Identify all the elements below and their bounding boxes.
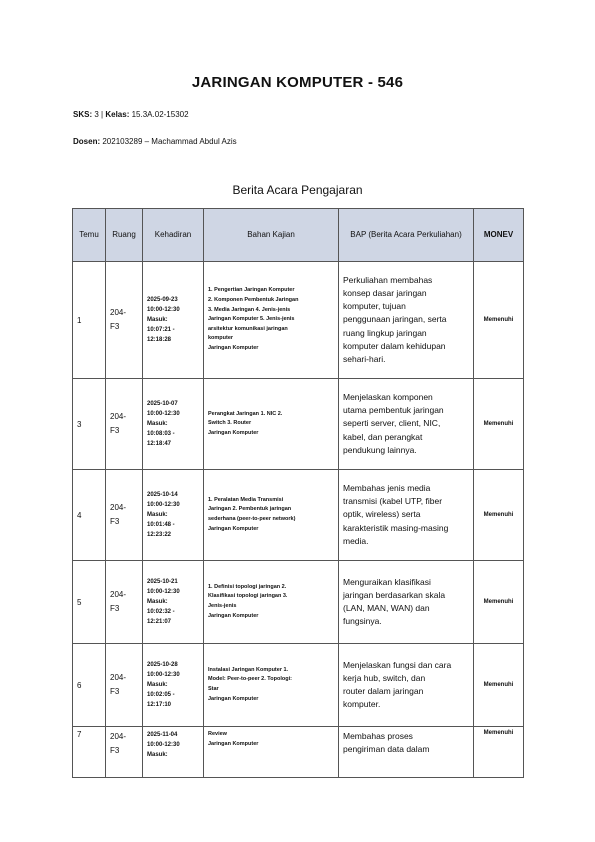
dosen-value: 202103289 – Machammad Abdul Azis [102, 137, 237, 146]
bahan-line: Model: Peer-to-peer 2. Topologi: [208, 676, 292, 683]
kehadiran-line: 10:00-12:30 [147, 742, 180, 749]
bap-line: Perkuliahan membahas [343, 274, 433, 285]
table-row [73, 644, 524, 727]
cell-ruang [106, 644, 143, 727]
cell-temu: 7 [73, 727, 106, 778]
bap-line: komputer, tujuan [343, 301, 406, 312]
kehadiran-line: Masuk: [147, 316, 168, 323]
table-row [73, 470, 524, 561]
cell-bap [339, 262, 474, 379]
ruang-line: F3 [110, 604, 120, 613]
teaching-report-table [72, 208, 524, 778]
ruang-line: 204- [110, 411, 127, 421]
course-meta-line [73, 110, 189, 119]
ruang-line: 204- [110, 502, 127, 512]
kehadiran-line: Masuk: [147, 681, 168, 688]
cell-bahan-kajian [204, 470, 339, 561]
kehadiran-line: 10:00-12:30 [147, 501, 180, 508]
lecturer-meta-line [73, 137, 237, 146]
dosen-label: Dosen: [73, 137, 101, 146]
bahan-line: Jaringan Komputer [208, 429, 259, 436]
bap-line: pengiriman data dalam [343, 744, 430, 755]
header-kehadiran: Kehadiran [143, 209, 204, 262]
bap-line: router dalam jaringan [343, 686, 424, 696]
bap-line: penggunaan jaringan, serta [343, 314, 447, 325]
table-row [73, 727, 524, 778]
cell-ruang [106, 727, 143, 778]
bap-line: Menguraikan klasifikasi [343, 576, 431, 587]
cell-bap [339, 470, 474, 561]
bahan-line: Jaringan Komputer [208, 525, 259, 532]
bap-line: komputer. [343, 699, 381, 710]
kehadiran-line: 10:02:05 - [147, 692, 175, 699]
bahan-line: komputer [208, 335, 234, 342]
kehadiran-line: 10:08:03 - [147, 431, 175, 438]
bahan-line: Jaringan Komputer [208, 612, 259, 619]
cell-ruang [106, 561, 143, 644]
cell-kehadiran [143, 727, 204, 778]
ruang-line: 204- [110, 307, 127, 317]
ruang-line: F3 [110, 322, 120, 331]
bahan-line: 1. Pengertian Jaringan Komputer [208, 287, 295, 294]
bahan-line: Review [208, 731, 227, 737]
bap-line: jaringan berdasarkan skala [343, 589, 446, 600]
bap-line: transmisi (kabel UTP, fiber [343, 496, 443, 507]
cell-kehadiran [143, 644, 204, 727]
ruang-line: 204- [110, 732, 127, 741]
kehadiran-line: 12:21:07 [147, 619, 172, 626]
kehadiran-line: 2025-10-07 [147, 400, 178, 407]
kehadiran-line: 12:17:10 [147, 702, 172, 709]
bahan-line: Jaringan Komputer [208, 695, 259, 702]
bap-line: fungsinya. [343, 616, 382, 627]
bap-line: sehari-hari. [343, 353, 386, 364]
meta-separator: | [101, 110, 104, 119]
cell-bap [339, 379, 474, 470]
bap-line: kabel, dan perangkat [343, 431, 423, 442]
ruang-line: 204- [110, 672, 127, 682]
header-bahan-kajian: Bahan Kajian [204, 209, 339, 262]
cell-monev: Memenuhi [474, 379, 524, 470]
bahan-line: Star [208, 686, 219, 692]
ruang-line: F3 [110, 746, 120, 756]
bahan-line: Jaringan Komputer [208, 345, 259, 352]
bahan-line: Instalasi Jaringan Komputer 1. [208, 666, 289, 673]
bap-line: kerja hub, switch, dan [343, 672, 426, 683]
cell-bahan-kajian [204, 644, 339, 727]
bahan-line: sederhana (peer-to-peer network) [208, 516, 296, 522]
kehadiran-line: 10:02:32 - [147, 609, 175, 616]
cell-monev: Memenuhi [474, 644, 524, 727]
bahan-line: Jaringan Komputer 5. Jenis-jenis [208, 316, 295, 323]
bahan-line: 1. Definisi topologi jaringan 2. [208, 583, 287, 590]
kelas-label: Kelas: [105, 110, 130, 119]
cell-bap [339, 561, 474, 644]
header-monev: MONEV [474, 209, 524, 262]
cell-kehadiran [143, 470, 204, 561]
cell-bahan-kajian [204, 262, 339, 379]
kehadiran-line: 12:18:28 [147, 337, 172, 344]
header-bap: BAP (Berita Acara Perkuliahan) [339, 209, 474, 262]
kehadiran-line: 12:23:22 [147, 532, 172, 539]
bahan-line: Perangkat Jaringan 1. NIC 2. [208, 410, 283, 417]
bahan-line: Jaringan Komputer [208, 740, 259, 747]
sks-label: SKS: [73, 110, 93, 119]
bap-line: komputer dalam kehidupan [343, 340, 446, 351]
ruang-line: F3 [110, 426, 120, 435]
cell-bahan-kajian [204, 379, 339, 470]
cell-ruang [106, 262, 143, 379]
bap-line: karakteristik masing-masing [343, 522, 449, 533]
cell-temu: 6 [73, 644, 106, 727]
table-body [73, 262, 524, 778]
bap-line: media. [343, 535, 369, 546]
bahan-line: 1. Peralatan Media Transmisi [208, 496, 284, 503]
cell-monev: Memenuhi [474, 470, 524, 561]
kehadiran-line: 2025-10-21 [147, 578, 178, 585]
bap-line: Membahas proses [343, 731, 413, 741]
kehadiran-line: 10:00-12:30 [147, 306, 180, 313]
document-title: JARINGAN KOMPUTER - 546 [191, 74, 404, 91]
kelas-value: 15.3A.02-15302 [131, 110, 189, 119]
bahan-line: arsitektur komunikasi jaringan [208, 325, 288, 332]
cell-ruang [106, 470, 143, 561]
bahan-line: 3. Media Jaringan 4. Jenis-jenis [208, 306, 291, 313]
bap-line: Menjelaskan fungsi dan cara [343, 659, 452, 670]
table-row [73, 262, 524, 379]
kehadiran-line: 10:00-12:30 [147, 410, 180, 417]
kehadiran-line: 2025-09-23 [147, 296, 178, 303]
bahan-line: 2. Komponen Pembentuk Jaringan [208, 296, 299, 303]
bap-line: konsep dasar jaringan [343, 288, 427, 299]
header-temu: Temu [73, 209, 106, 262]
cell-temu: 5 [73, 561, 106, 644]
bap-line: optik, wireless) serta [343, 509, 421, 520]
ruang-line: F3 [110, 687, 120, 696]
bap-line: utama pembentuk jaringan [343, 405, 444, 416]
bahan-line: Jaringan 2. Pembentuk jaringan [208, 506, 292, 513]
ruang-line: 204- [110, 589, 127, 599]
cell-temu: 1 [73, 262, 106, 379]
kehadiran-line: 10:01:48 - [147, 522, 175, 529]
bahan-line: Klasifikasi topologi jaringan 3. [208, 593, 288, 600]
bap-line: pendukung lainnya. [343, 444, 417, 455]
kehadiran-line: 2025-10-28 [147, 661, 178, 668]
kehadiran-line: Masuk: [147, 511, 168, 518]
kehadiran-line: 12:18:47 [147, 441, 172, 448]
header-ruang: Ruang [106, 209, 143, 262]
kehadiran-line: 2025-11-04 [147, 732, 178, 738]
cell-bahan-kajian [204, 727, 339, 778]
bahan-line: Jenis-jenis [208, 603, 237, 609]
cell-ruang [106, 379, 143, 470]
kehadiran-line: 10:07:21 - [147, 327, 175, 334]
cell-monev: Memenuhi [474, 727, 524, 778]
table-row [73, 379, 524, 470]
cell-temu: 3 [73, 379, 106, 470]
bap-line: seperti server, client, NIC, [343, 418, 441, 429]
bap-line: (LAN, MAN, WAN) dan [343, 603, 430, 613]
cell-kehadiran [143, 262, 204, 379]
cell-bap [339, 644, 474, 727]
cell-kehadiran [143, 561, 204, 644]
cell-kehadiran [143, 379, 204, 470]
bahan-line: Switch 3. Router [208, 420, 252, 427]
section-title: Berita Acara Pengajaran [232, 183, 363, 197]
kehadiran-line: 10:00-12:30 [147, 588, 180, 595]
cell-temu: 4 [73, 470, 106, 561]
kehadiran-line: 10:00-12:30 [147, 671, 180, 678]
cell-bahan-kajian [204, 561, 339, 644]
cell-monev: Memenuhi [474, 262, 524, 379]
kehadiran-line: Masuk: [147, 598, 168, 605]
table-row [73, 561, 524, 644]
bap-line: Menjelaskan komponen [343, 392, 433, 403]
kehadiran-line: Masuk: [147, 752, 168, 759]
bap-line: ruang lingkup jaringan [343, 327, 427, 338]
kehadiran-line: 2025-10-14 [147, 491, 178, 498]
sks-value: 3 [94, 110, 99, 119]
cell-bap [339, 727, 474, 778]
table-header-row [73, 209, 524, 262]
ruang-line: F3 [110, 517, 120, 526]
cell-monev: Memenuhi [474, 561, 524, 644]
kehadiran-line: Masuk: [147, 420, 168, 427]
bap-line: Membahas jenis media [343, 483, 431, 494]
